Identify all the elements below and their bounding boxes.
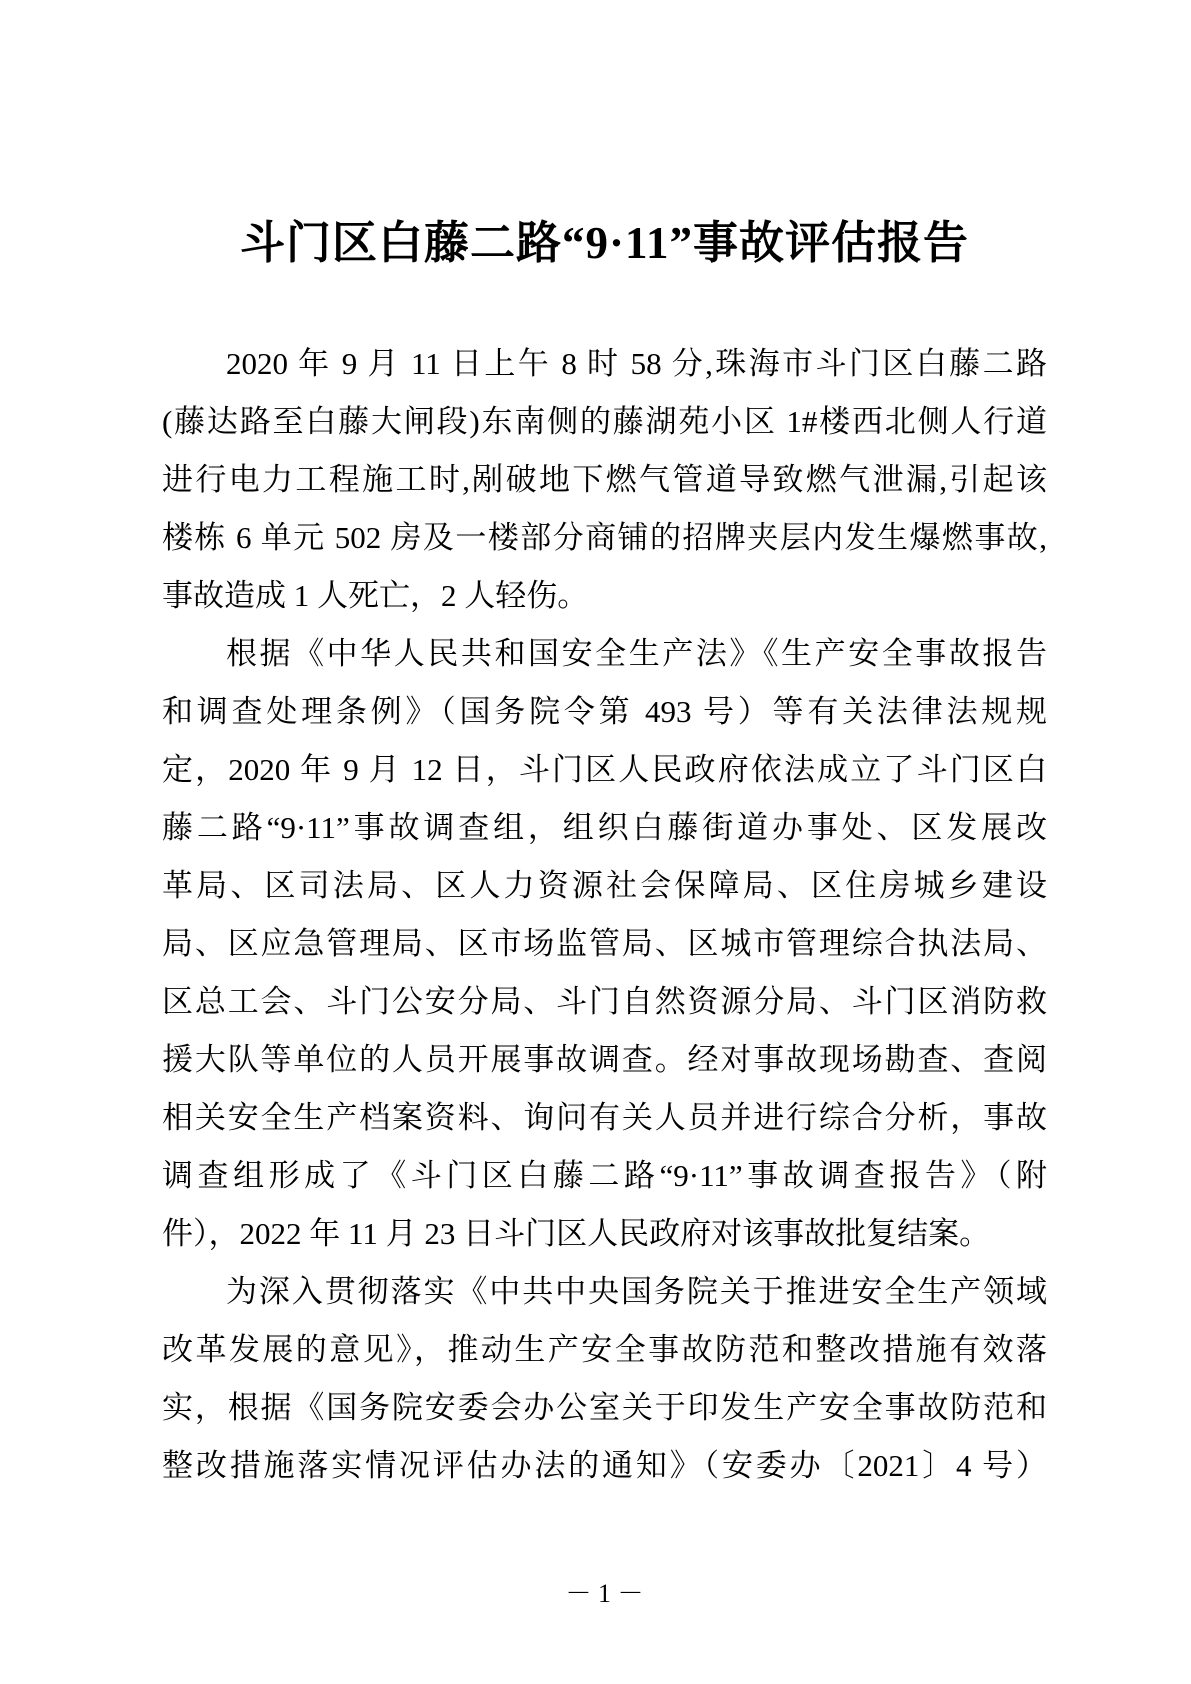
document-title: 斗门区白藤二路“9·11”事故评估报告 (239, 218, 970, 268)
body-line: 援大队等单位的人员开展事故调查。经对事故现场勘查、查阅 (162, 1042, 1047, 1077)
body-line: 定，2020 年 9 月 12 日，斗门区人民政府依法成立了斗门区白 (162, 752, 1047, 787)
paragraph (162, 1263, 1047, 1495)
body-line: (藤达路至白藤大闸段)东南侧的藤湖苑小区 1#楼西北侧人行道 (162, 404, 1047, 439)
body-line: 改革发展的意见》，推动生产安全事故防范和整改措施有效落 (162, 1332, 1047, 1367)
body-line: 相关安全生产档案资料、询问有关人员并进行综合分析，事故 (162, 1100, 1047, 1135)
page-number: － 1 － (565, 1579, 644, 1608)
body-line: 调查组形成了《斗门区白藤二路“9·11”事故调查报告》（附 (162, 1158, 1047, 1193)
body-line: 为深入贯彻落实《中共中央国务院关于推进安全生产领域 (226, 1274, 1047, 1309)
document-body (162, 335, 1047, 1495)
body-line: 实，根据《国务院安委会办公室关于印发生产安全事故防范和 (162, 1390, 1047, 1425)
body-line: 和调查处理条例》（国务院令第 493 号）等有关法律法规规 (162, 694, 1047, 729)
body-line: 根据《中华人民共和国安全生产法》《生产安全事故报告 (226, 636, 1047, 671)
body-line: 楼栋 6 单元 502 房及一楼部分商铺的招牌夹层内发生爆燃事故, (162, 520, 1047, 555)
paragraph (162, 335, 1047, 625)
body-line: 整改措施落实情况评估办法的通知》（安委办〔2021〕4 号） (162, 1448, 1047, 1483)
body-line: 区总工会、斗门公安分局、斗门自然资源分局、斗门区消防救 (162, 984, 1047, 1019)
body-line: 事故造成 1 人死亡，2 人轻伤。 (162, 578, 589, 613)
body-line: 进行电力工程施工时,剐破地下燃气管道导致燃气泄漏,引起该 (162, 462, 1047, 497)
body-line: 局、区应急管理局、区市场监管局、区城市管理综合执法局、 (162, 926, 1047, 961)
body-line: 藤二路“9·11”事故调查组，组织白藤街道办事处、区发展改 (162, 810, 1047, 845)
body-line: 件），2022 年 11 月 23 日斗门区人民政府对该事故批复结案。 (162, 1216, 991, 1251)
body-line: 革局、区司法局、区人力资源社会保障局、区住房城乡建设 (162, 868, 1047, 903)
body-line: 2020 年 9 月 11 日上午 8 时 58 分,珠海市斗门区白藤二路 (226, 346, 1047, 381)
paragraph (162, 625, 1047, 1263)
